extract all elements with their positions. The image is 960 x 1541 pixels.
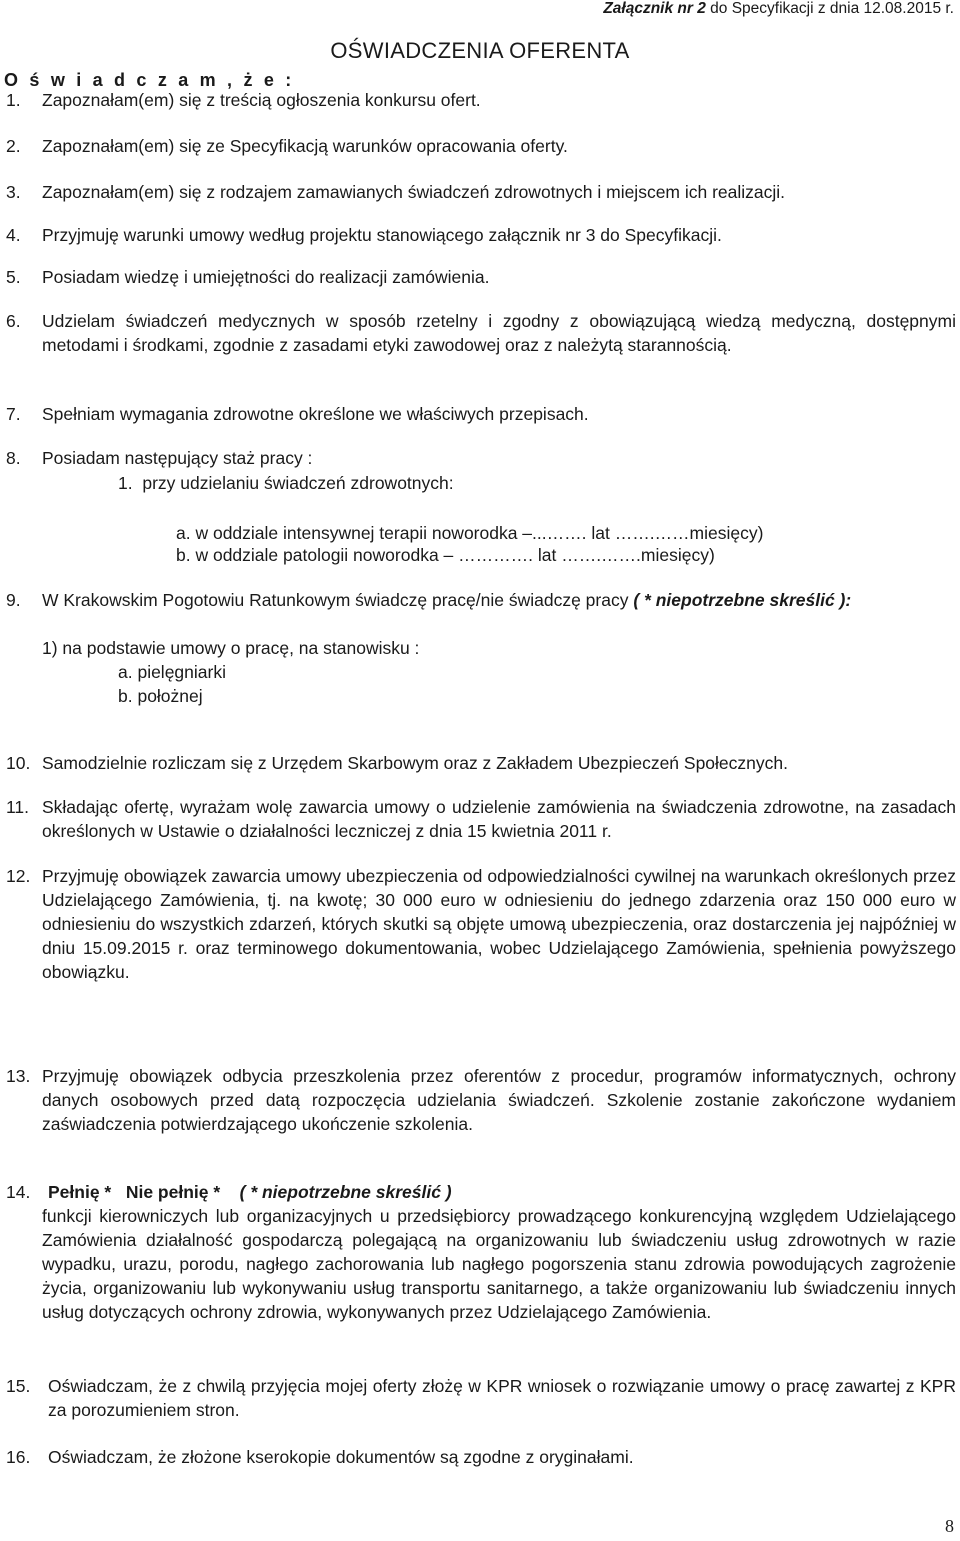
declaration-item: 13. Przyjmuję obowiązek odbycia przeszkolenia przez oferentów z procedur, programów informatycznych, ochrony danych osobowych przed datą rozpoczęcia udzielania świadczeń. Szkolenie zostanie zakończone wydaniem zaświadczenia potwierdzającego ukończenie szkolenia. (6, 1066, 956, 1134)
declaration-item: 2. Zapoznałam(em) się ze Specyfikacją warunków opracowania oferty. (6, 136, 568, 156)
position-option-b: b. położnej (118, 686, 203, 706)
declaration-item-continuation: funkcji kierowniczych lub organizacyjnych u przedsiębiorcy prowadzącego konkurencyjną względem Udzielającego Zamówienia działalność gospodarczą polegającą na organizowaniu lub świadczeniu usług zdrowotnych w razie wypadku, urazu, porodu, nagłego zachorowania lub nagłego pogorszenia stanu zdrowia powodujących zagrożenie życia, organizowaniu lub wykonywaniu usług transportu sanitarnego, a także organizowaniu lub świadczeniu innych usług dotyczących ochrony zdrowia, wykonywanych przez Udzielającego Zamówienia. (42, 1206, 956, 1322)
declaration-item: 7. Spełniam wymagania zdrowotne określone we właściwych przepisach. (6, 404, 589, 424)
experience-line-a: a. w oddziale intensywnej terapii noworodka –...……. lat …….……miesięcy) (176, 523, 764, 543)
declaration-item: 9. W Krakowskim Pogotowiu Ratunkowym świadczę pracę/nie świadczę pracy ( * niepotrzebne skreślić ): (6, 590, 852, 610)
attachment-spec-date: do Specyfikacji z dnia 12.08.2015 r. (710, 0, 954, 17)
declaration-heading: O ś w i a d c z a m , ż e : (4, 70, 295, 90)
experience-line-b: b. w oddziale patologii noworodka – …………. lat …….…….miesięcy) (176, 545, 715, 565)
employment-basis: 1) na podstawie umowy o pracę, na stanowisku : (42, 638, 420, 658)
option-holds: Pełnię * (48, 1182, 112, 1202)
page-number: 8 (945, 1516, 954, 1536)
declaration-item: 4. Przyjmuję warunki umowy według projektu stanowiącego załącznik nr 3 do Specyfikacji. (6, 225, 722, 245)
declaration-item: 15. Oświadczam, że z chwilą przyjęcia mojej oferty złożę w KPR wniosek o rozwiązanie umowy o pracę zawartej z KPR za porozumieniem stron. (6, 1376, 956, 1420)
declaration-item: 14. Pełnię * Nie pełnię * ( * niepotrzebne skreślić ) (6, 1182, 452, 1202)
declaration-item: 12. Przyjmuję obowiązek zawarcia umowy ubezpieczenia od odpowiedzialności cywilnej na warunkach określonych przez Udzielającego Zamówienia, tj. na kwotę; 30 000 euro w odniesieniu do jednego zdarzenia oraz 150 000 euro w odniesieniu do wszystkich zdarzeń, których skutki są objęte umową ubezpieczenia, oraz dostarczenia jej najpóźniej w dniu 15.09.2015 r. oraz terminowego dokumentowania, wobec Udzielającego Zamówienia, spełnienia powyższego obowiązku. (6, 866, 956, 982)
attachment-label: Załącznik nr 2 (603, 0, 706, 17)
document-title: OŚWIADCZENIA OFERENTA (330, 38, 630, 63)
strike-note: ( * niepotrzebne skreślić ): (633, 590, 852, 610)
strike-note: ( * niepotrzebne skreślić ) (239, 1182, 452, 1202)
declaration-item: 6. Udzielam świadczeń medycznych w sposób rzetelny i zgodny z obowiązującą wiedzą medyczną, dostępnymi metodami i środkami, zgodnie z zasadami etyki zawodowej oraz z należytą starannością. (6, 311, 956, 355)
declaration-item: 1. Zapoznałam(em) się z treścią ogłoszenia konkursu ofert. (6, 90, 481, 110)
declaration-item: 10. Samodzielnie rozliczam się z Urzędem Skarbowym oraz z Zakładem Ubezpieczeń Społecznych. (6, 753, 788, 773)
declaration-item: 8. Posiadam następujący staż pracy : (6, 448, 313, 468)
declaration-item: 11. Składając ofertę, wyrażam wolę zawarcia umowy o udzielenie zamówienia na świadczenia zdrowotne, na zasadach określonych w Ustawie o działalności leczniczej z dnia 15 kwietnia 2011 r. (6, 797, 956, 841)
declaration-item: 3. Zapoznałam(em) się z rodzajem zamawianych świadczeń zdrowotnych i miejscem ich realizacji. (6, 182, 786, 202)
position-option-a: a. pielęgniarki (118, 662, 226, 682)
declaration-item: 16. Oświadczam, że złożone kserokopie dokumentów są zgodne z oryginałami. (6, 1447, 634, 1467)
declaration-item: 5. Posiadam wiedzę i umiejętności do realizacji zamówienia. (6, 267, 490, 287)
attachment-header (603, 0, 954, 18)
option-not-holds: Nie pełnię * (125, 1182, 221, 1202)
work-experience-subitem: 1. przy udzielaniu świadczeń zdrowotnych: (118, 473, 454, 493)
